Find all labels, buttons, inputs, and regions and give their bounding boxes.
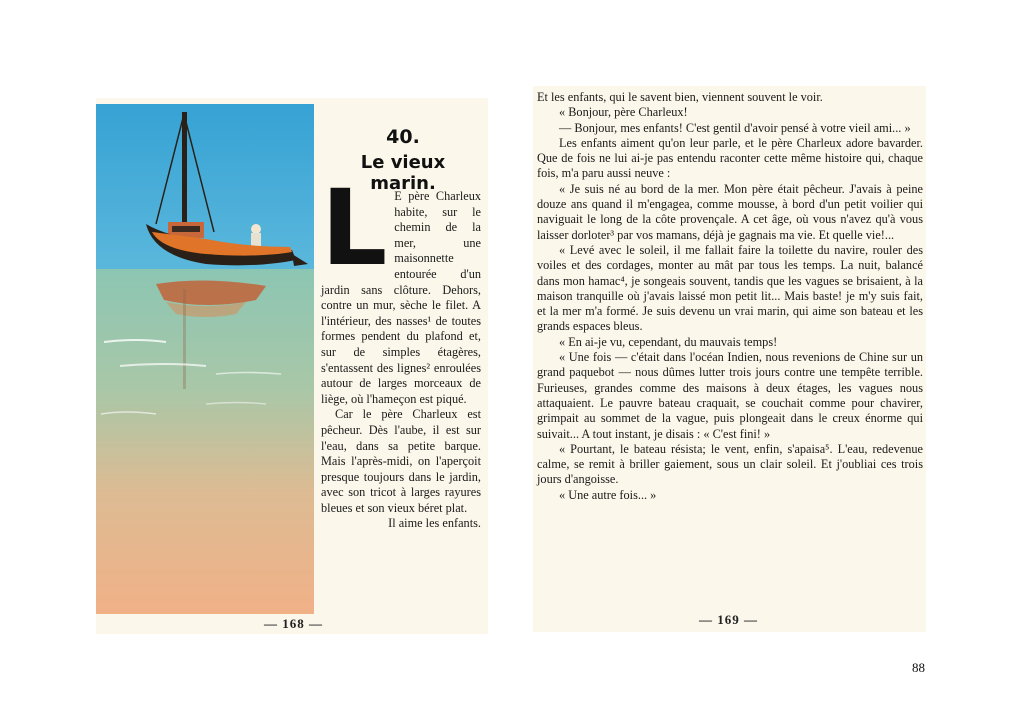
paragraph: « En ai-je vu, cependant, du mauvais temps! xyxy=(559,334,778,349)
paragraph: « Je suis né au bord de la mer. Mon père était pêcheur. J'avais à peine douze ans quand il m'engagea, comme mousse, à bord d'un petit voilier qui naviguait le long de la côte provençale. A cet âge, où vous n'avez qu'à vous laisser dorloter³ par vos mamans, déjà je gagnais ma vie. Et quelle vie!... xyxy=(537,181,923,242)
paragraph: « Une autre fois... » xyxy=(559,487,657,502)
paragraph: Et les enfants, qui le savent bien, viennent souvent le voir. xyxy=(537,90,823,104)
paragraph: « Pourtant, le bateau résista; le vent, enfin, s'apaisa⁵. L'eau, redevenue calme, se remit à briller gaiement, sous un clair soleil. Et j'oubliai ces trois jours d'angoisse. xyxy=(537,441,923,487)
drop-cap: L xyxy=(321,167,388,289)
right-book-page xyxy=(533,86,926,632)
paragraph: E père Charleux habite, sur le chemin de la mer, une maisonnette entourée d'un jardin sans clôture. Dehors, contre un mur, sèche le filet. A l'intérieur, des nasses¹ de toutes formes pendent du plafond et, sur de simples étagères, s'entassent des lignes² enroulées autour de larges morceaux de liège, où l'hameçon est piqué. xyxy=(321,189,481,406)
paragraph: Il aime les enfants. xyxy=(388,516,481,531)
paragraph: Les enfants aiment qu'on leur parle, et le père Charleux adore bavarder. Que de fois ne lui ai-je pas entendu raconter cette même histoire qui, chaque fois, m'a paru aussi neuve : xyxy=(537,135,923,181)
right-page-text xyxy=(537,90,923,503)
paragraph: — Bonjour, mes enfants! C'est gentil d'avoir pensé à votre vieil ami... » xyxy=(559,120,911,135)
chapter-number: 40. xyxy=(386,126,420,148)
folio-168: — 168 — xyxy=(264,616,323,631)
paragraph: « Une fois — c'était dans l'océan Indien, nous revenions de Chine sur un grand paquebot — nous dûmes lutter trois jours contre une tempête terrible. Furieuses, grandes comme des maisons à deux étages, les vagues nous attaquaient. Le pauvre bateau craquait, se couchait comme pour chavirer, grimpait au sommet de la vague, puis plongeait dans le creux énorme qui suivait... A tout instant, je disais : « C'est fini! » xyxy=(537,350,923,441)
page-number: 88 xyxy=(912,660,925,675)
paragraph: « Bonjour, père Charleux! xyxy=(559,105,688,120)
folio-169: — 169 — xyxy=(699,612,758,627)
boat-illustration xyxy=(96,104,314,614)
left-book-page xyxy=(96,98,488,634)
paragraph: « Levé avec le soleil, il me fallait faire la toilette du navire, rouler des voiles et des cordages, monter au mât par tous les temps. La nuit, balancé dans mon hamac⁴, je songeais souvent, tandis que les vagues se brisaient, à la maison tranquille où j'avais laissé mon petit lit... Mais baste! je m'y suis fait, et la mer m'a formé. Je suis devenu un vrai marin, qui aime son bateau et les grands espaces bleus. xyxy=(537,242,923,334)
paragraph: Car le père Charleux est pêcheur. Dès l'aube, il est sur l'eau, dans sa petite barque. Mais l'après-midi, on l'aperçoit presque toujours dans le jardin, avec son tricot à larges rayures bleues et son vieux béret plat. xyxy=(321,407,481,515)
chapter-title: Le vieux marin. xyxy=(360,152,446,194)
